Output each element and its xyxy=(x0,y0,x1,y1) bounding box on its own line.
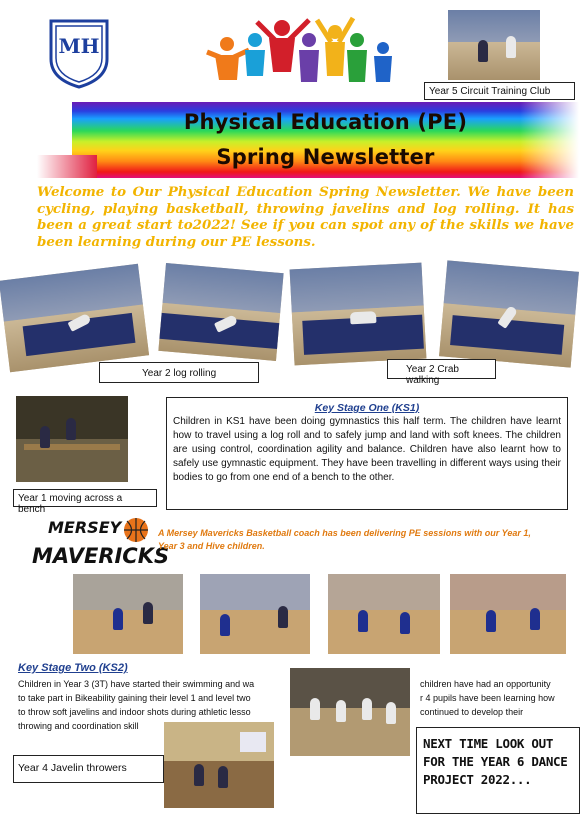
newsletter-title: Physical Education (PE) xyxy=(183,110,468,134)
ks2-line3-left: to throw soft javelins and indoor shots during athletic lesso xyxy=(18,707,251,717)
ks1-section xyxy=(166,397,568,510)
school-crest-logo xyxy=(47,19,111,89)
circuit-training-caption: Year 5 Circuit Training Club xyxy=(424,82,575,100)
crest-letters: MH xyxy=(58,34,100,58)
ks2-line2-right: r 4 pupils have been learning how xyxy=(420,693,555,703)
gym-photo-1 xyxy=(0,264,149,372)
next-time-box: NEXT TIME LOOK OUT FOR THE YEAR 6 DANCE PROJECT 2022... xyxy=(416,727,580,814)
gym-photo-4 xyxy=(439,260,579,367)
basketball-photo-3 xyxy=(328,574,440,654)
ks2-title: Key Stage Two (KS2) xyxy=(18,662,128,674)
mersey-mavericks-logo xyxy=(30,513,170,571)
svg-text:MAVERICKS: MAVERICKS xyxy=(32,544,170,568)
bench-caption: Year 1 moving across a bench xyxy=(13,489,157,507)
basketball-photo-2 xyxy=(200,574,310,654)
javelin-photo-hall xyxy=(290,668,410,756)
crab-walking-caption: Year 2 Crab walking xyxy=(387,359,496,379)
ks2-line1-right: children have had an opportunity xyxy=(420,679,551,689)
gym-photo-3 xyxy=(290,263,427,366)
basketball-photo-1 xyxy=(73,574,183,654)
svg-text:MERSEY: MERSEY xyxy=(48,518,122,537)
circuit-training-photo xyxy=(448,10,540,80)
javelin-caption: Year 4 Javelin throwers xyxy=(13,755,164,783)
ks1-text: Children in KS1 have been doing gymnastics this half term. The children have learnt how to travel using a log roll and to safely jump and land with soft knees. The children are using control, coordination agility and balance. Children have also learnt how to safely use gymnastic equipment. They have been travelling in different ways using their bodies to go from one end of a bench to the other. xyxy=(173,416,561,483)
log-rolling-caption: Year 2 log rolling xyxy=(99,362,259,383)
ks2-line1-left: Children in Year 3 (3T) have started their swimming and wa xyxy=(18,679,255,689)
gym-photo-2 xyxy=(158,263,283,361)
ks2-line4-left: throwing and coordination skill xyxy=(18,721,139,731)
intro-paragraph: Welcome to Our Physical Education Spring Newsletter. We have been cycling, playing basketball, throwing javelins and log rolling. It has been a great start to2022! See if you can spot any of the skills we have been learning during our PE lessons. xyxy=(37,184,574,250)
ks2-line2-left: to take part in Bikeability gaining their level 1 and level two xyxy=(18,693,251,703)
mersey-mavericks-text: A Mersey Mavericks Basketball coach has been delivering PE sessions with our Year 1, Year 3 and Hive children. xyxy=(158,528,531,551)
ks2-line3-right: continued to develop their xyxy=(420,707,524,717)
basketball-photo-4 xyxy=(450,574,566,654)
ks1-title: Key Stage One (KS1) xyxy=(314,402,420,414)
newsletter-subtitle: Spring Newsletter xyxy=(216,145,435,169)
javelin-photo xyxy=(164,722,274,808)
children-silhouettes-logo xyxy=(197,10,397,90)
bench-photo xyxy=(16,396,128,482)
